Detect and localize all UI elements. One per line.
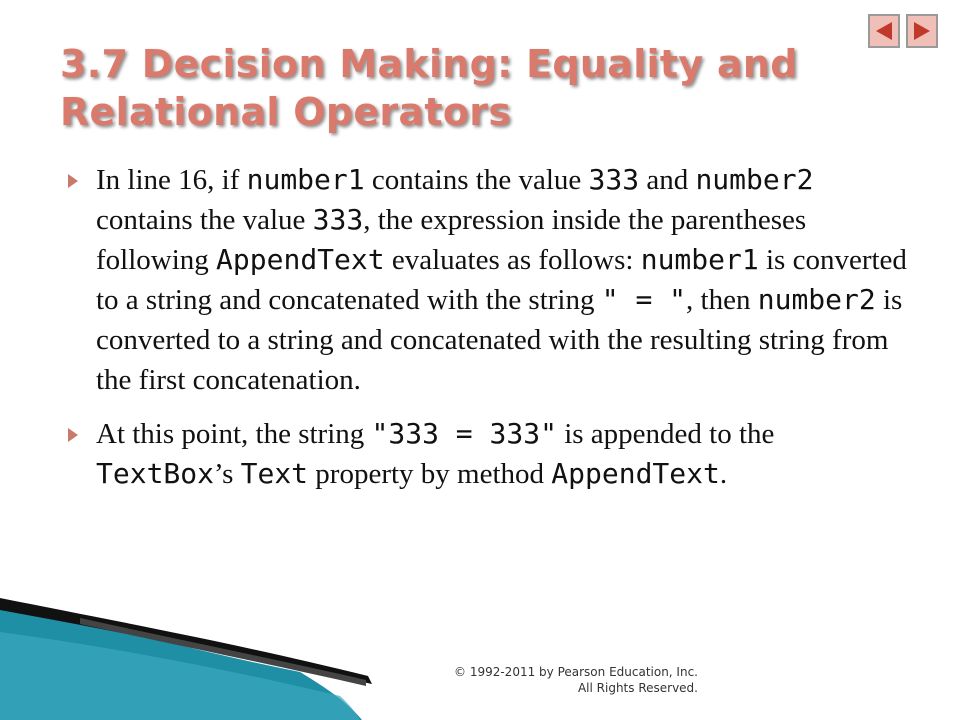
bullet-item — [68, 414, 908, 494]
body-text: and — [639, 164, 696, 196]
triangle-left-icon — [874, 20, 894, 42]
body-text: is converted to a string and concatenated with the string — [96, 244, 907, 316]
body-text: At this point, the string — [96, 418, 372, 450]
copyright-footer — [454, 664, 698, 696]
bullet-list — [68, 160, 908, 508]
code-text: number2 — [757, 283, 876, 316]
code-text: "333 = 333" — [371, 417, 557, 450]
code-text: TextBox — [96, 457, 215, 490]
code-text: number1 — [246, 163, 365, 196]
code-text: 333 — [588, 163, 640, 196]
title-line-2: Relational Operators — [60, 90, 512, 134]
previous-slide-button[interactable] — [868, 14, 900, 48]
body-text: . — [719, 458, 728, 490]
body-text: , the expression inside the parentheses following — [96, 204, 807, 276]
title-line-1: 3.7 Decision Making: Equality and — [60, 42, 798, 86]
code-text: AppendText — [216, 243, 385, 276]
body-text: property by method — [308, 458, 552, 490]
body-text: ’s — [214, 458, 241, 490]
bullet-item — [68, 160, 908, 400]
copyright-line-1: © 1992-2011 by Pearson Education, Inc. — [454, 665, 698, 679]
copyright-line-2: All Rights Reserved. — [577, 681, 698, 695]
code-text: Text — [240, 457, 309, 490]
bullet-arrow-icon — [68, 428, 78, 442]
body-text: In line 16, if — [96, 164, 247, 196]
code-text: number1 — [640, 243, 759, 276]
triangle-right-icon — [912, 20, 932, 42]
body-text: evaluates as follows: — [384, 244, 641, 276]
body-text: , then — [686, 284, 758, 316]
code-text: number2 — [695, 163, 814, 196]
code-text: 333 — [312, 203, 364, 236]
code-text: " = " — [601, 283, 687, 316]
body-text: is converted to a string and concatenated with the resulting string from the first concatenation. — [96, 284, 903, 396]
body-text: contains the value — [96, 204, 313, 236]
body-text: is appended to the — [556, 418, 775, 450]
body-text: contains the value — [364, 164, 589, 196]
next-slide-button[interactable] — [906, 14, 938, 48]
slide-title — [60, 40, 840, 136]
slide-navigation — [868, 14, 938, 48]
code-text: AppendText — [551, 457, 720, 490]
bullet-arrow-icon — [68, 174, 78, 188]
